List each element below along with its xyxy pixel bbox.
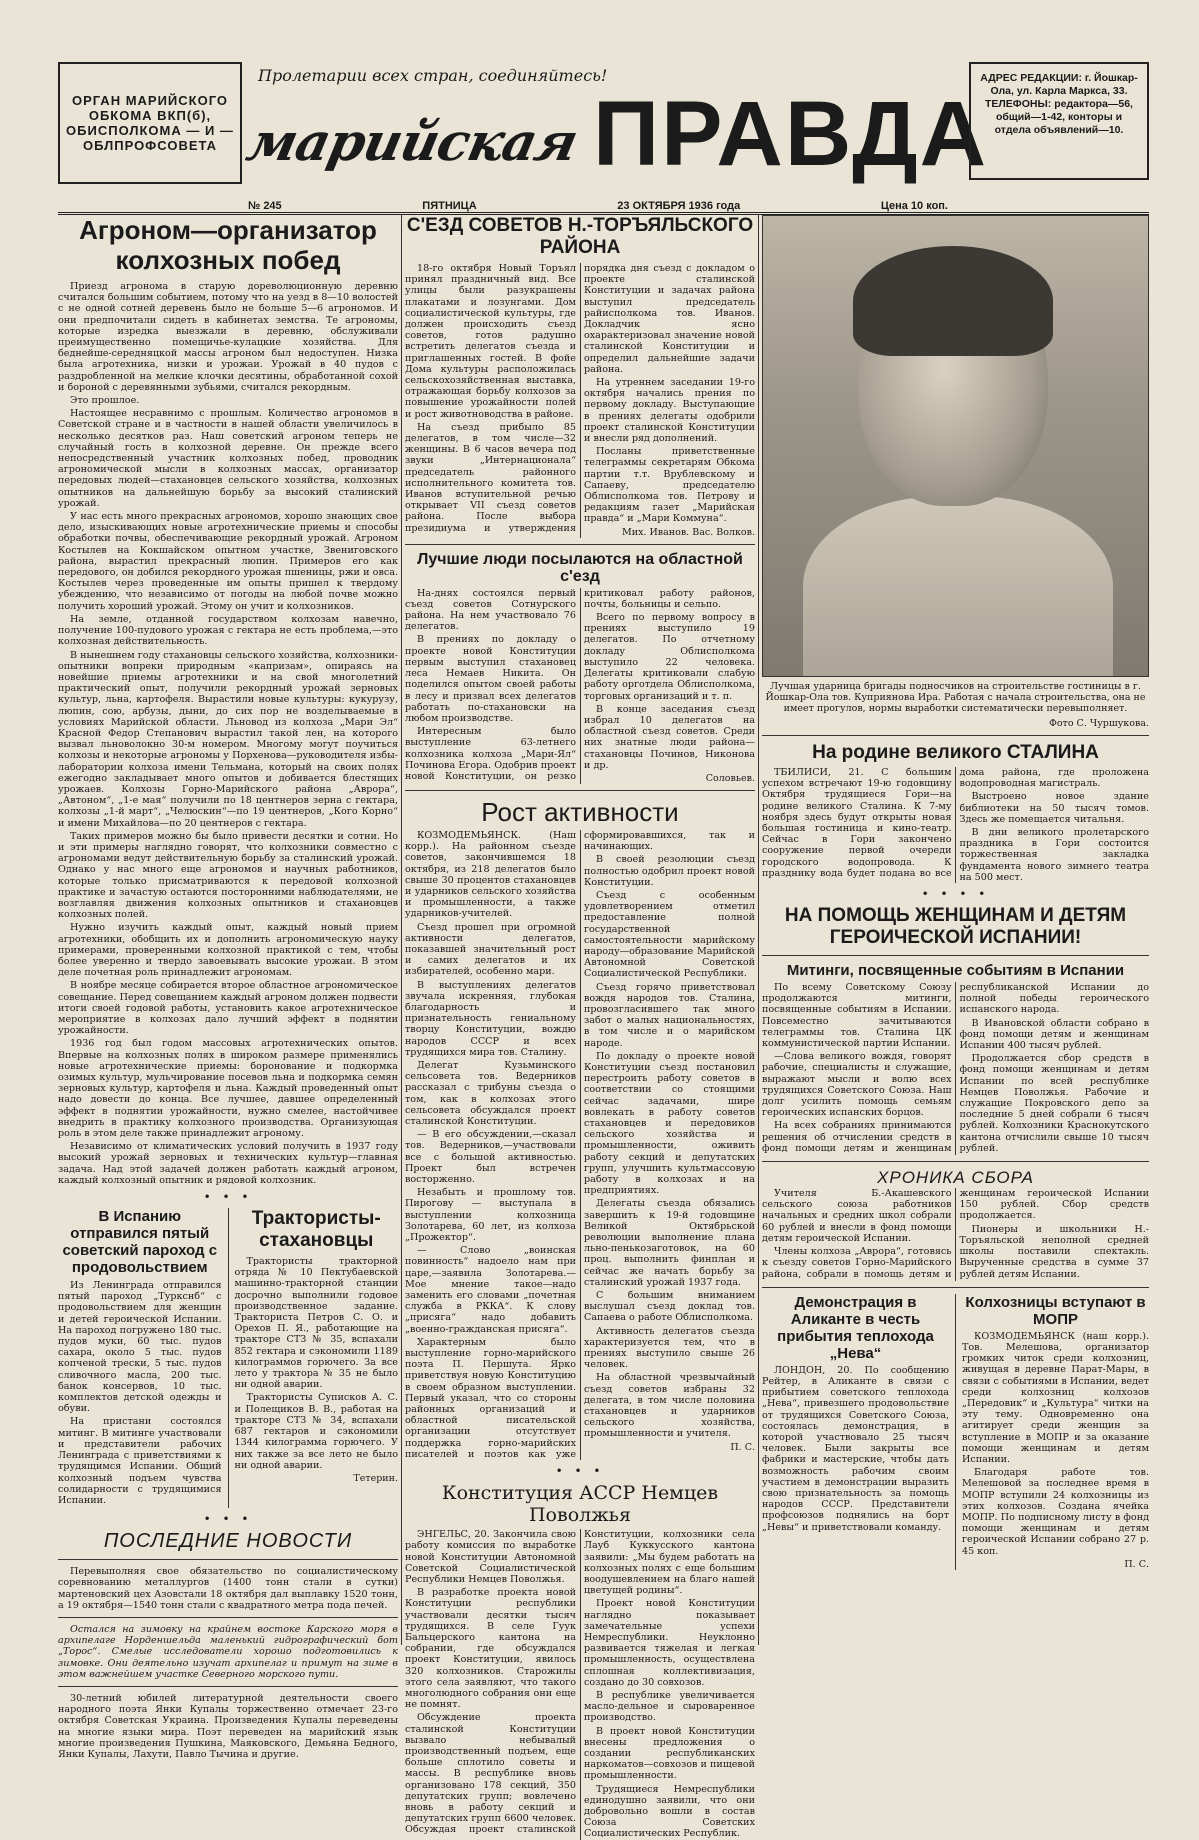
- article-stalin: [762, 767, 1149, 883]
- paragraph: 1936 год был годом массовых агротехнических опытов. Впервые на колхозных полях в широком размере применялись новые агротехнические приемы: боронование и подкормка озимых культур, мульчирование посевов льна и подкормка семян зерновых культур, картофеля и льна. Каждый проведенный опыт надо довести до конца. Все лучшее, давшее определенный эффект в поднятии урожайности, нужно смелее, настойчивее внедрить в практику колхозного производства. Организующая роль в этом деле также принадлежит агроному.: [58, 1038, 398, 1140]
- paragraph: В прениях по докладу о проекте новой Конституции первым выступил стахановец леса Немаев Никита. Он поделился опытом своей работы в лесу и призвал всех делегатов работать по-стахановски на любом производстве.: [405, 634, 576, 724]
- bottom-pair: [58, 1208, 398, 1508]
- article-mopr: [962, 1294, 1149, 1570]
- article-tractor: [234, 1208, 398, 1508]
- article-title-growth: Рост активности: [481, 796, 679, 827]
- paragraph: Продолжается сбор средств в фонд помощи женщинам и детям Испании по всей республике Немцев Поволжья. Рабочие и служащие Покровского депо за последние 5 дней собрали 6 тысяч рублей. Колхозники Краснокутского кантона отчислили свыше 10 тысяч рублей.: [959, 1053, 1149, 1154]
- paragraph: Незабыть и прошлому тов. Пирогову — выступала в выступлении колхозница Золотарева, 60 лет, из колхоза „Прожектор“.: [405, 1187, 576, 1244]
- signature: Мих. Иванов. Вас. Волков.: [622, 526, 755, 538]
- paragraph: Независимо от климатических условий получить в 1937 году высокий урожай зерновых и технических культур—главная задача. Над этой задачей должен работать каждый агроном, каждый колхозный опытник и рядовой колхозник.: [58, 1141, 398, 1186]
- paragraph: На областной чрезвычайный съезд советов избраны 32 делегата, в том числе половина стахановцев и ударников сельского хозяйства, промышленности и учителя.: [584, 1372, 755, 1440]
- column-middle: [405, 215, 755, 1840]
- column-right: [762, 215, 1149, 1570]
- issue-day: ПЯТНИЦА: [422, 200, 477, 212]
- paragraph: В выступлениях делегатов звучала искренняя, глубокая благодарность и признательность гениальному творцу Конституции, вождю народов СССР и всех трудящихся мира тов. Сталину.: [405, 979, 576, 1058]
- paragraph: В своей резолюции съезд полностью одобрил проект новой Конституции.: [584, 854, 755, 888]
- paragraph: По всему Советскому Союзу продолжаются митинги, посвященные событиям в Испании. Повсеместно зачитываются телеграммы тов. Сталина ЦК коммунистической партии Испании.: [762, 982, 952, 1050]
- slogan: Пролетарии всех стран, соединяйтесь!: [258, 66, 608, 85]
- headline-help-spain: НА ПОМОЩЬ ЖЕНЩИНАМ И ДЕТЯМ ГЕРОИЧЕСКОЙ ИСПАНИИ!: [784, 905, 1127, 949]
- photo-credit: Фото С. Чуршукова.: [1048, 718, 1149, 729]
- chronicle-title: ХРОНИКА СБОРА: [877, 1168, 1034, 1188]
- paragraph: В проект новой Конституции внесены предложения о создании республиканских наркоматов—совхозов и пищевой промышленности.: [584, 1725, 755, 1782]
- paragraph: Приезд агронома в старую дореволюционную деревню считался большим событием, потому что на уезд в 8—10 волостей с не одной сотней деревень было не больше 5—6 агрономов. И они предпочитали сидеть в кабинетах земства. Те агрономы, которые изредка выезжали в деревню, обслуживали преимущественно помещичье-кулацкие хозяйства. Для беднейше-середняцкой массы агроном был недоступен. Низка была агротехника, низки и урожаи. Урожай в 40 пудов с раздробленной на мелкие клочки десятины, обработанной сохой и бороной с деревянными зубьями, считался рекордным.: [58, 281, 398, 393]
- separator-stars: • • •: [203, 1190, 253, 1205]
- paragraph: Пионеры и школьники Н.-Торъяльской неполной средней школы поставили спектакль. Вырученные средства в сумме 37 рублей детям Испании.: [959, 1223, 1149, 1280]
- paragraph: Обсуждение проекта сталинской Конституции вызвало небывалый производственный подъем, еще больше сплотило советы и массы. В республике вновь организовано 178 секций, 350 депутатских групп; вовлечено вновь в работу секций и депутатских групп 6600 человек. Обсуждая проект сталинской Конституции, колхозники села Лауб Куккусского кантона заявили: „Мы будем работать на колхозных полях с еще большим воодушевлением на благо нашей цветущей родины“.: [405, 1529, 755, 1836]
- issue-price: Цена 10 коп.: [880, 200, 948, 212]
- article-growth: [405, 830, 755, 1460]
- column-divider: [228, 1208, 229, 1508]
- paragraph: Трактористы тракторной отряда № 10 Пектубаевской машинно-тракторной станции досрочно выполнили годовое производственное задание. Тракториста Петров С. О. и Орехов П. Я., работающие на тракторе СТЗ № 35, вспахали 852 гектара и сэкономили 1189 килограммов горючего. За все лето у трактора № 35 не было ни одной аварии.: [234, 1256, 398, 1391]
- paragraph: Остался на зимовку на крайнем востоке Карского моря в архипелаге Норденшельда маленький гидрографический бот „Торос“. Смелые исследователи хорошо подготовились к зимовке. Они деятельно изучат архипелаг и примут на зиме в этом важнейшем участке Северного морского пути.: [58, 1623, 398, 1680]
- paragraph: Члены колхоза „Аврора“, готовясь к съезду советов Горно-Марийского района, собрали в помощь детям и женщинам героической Испании 150 рублей. Сбор средств продолжается.: [762, 1188, 1149, 1280]
- article-title-asr: Конституция АССР Немцев Поволжья: [441, 1482, 719, 1527]
- paragraph: Нужно изучить каждый опыт, каждый новый прием агротехники, обобщить их и дополнить агрономическую науку примерами, проверенными колхозной практикой с тем, чтобы более уверенно и твердо завоевывать высокие урожаи. В этом деле почетная роль принадлежит агрономам.: [58, 922, 398, 979]
- paragraph: Съезд горячо приветствовал вождя народов тов. Сталина, провозгласившего так много забот о малых национальностях, в том числе и о марийском народе.: [584, 981, 755, 1049]
- paragraph: На съезд прибыло 85 делегатов, в том числе—32 женщины. В 6 часов вечера под звуки „Интернационала“ председатель районного исполнительного комитета тов. Иванов вступительной речью открывает VII съезд советов района. После выбора президиума и утверждения порядка дня съезд с докладом о проекте сталинской Конституции и задачах района выступил председатель райисполкома тов. Иванов. Докладчик ясно охарактеризовал значение новой сталинской Конституции и определил дальнейшие задачи района.: [405, 263, 755, 534]
- paragraph: — Слово „воинская повинность“ надоело нам при царе,—заявила Золотарева.—Мое мнение такое—надо заменить его словами „почетная служба в РККА“. К слову „присяга“ надо добавить „военно-гражданская присяга“.: [405, 1245, 576, 1335]
- paragraph: У нас есть много прекрасных агрономов, хорошо знающих свое дело, изыскивающих новые агротехнические приемы и способы обработки почвы, обеспечивающие рекордный урожай. Агроном Костылев на Кокшайском опытном участке, Звениговского района, вырастил прекрасный люпин. Примеров его как передового, он добился рекордного урожая пшеницы, ржи и овса. Костылев через проведенные им опыты пришел к твердому убеждению, что независимо от погоды на любой почве можно получить хороший урожай. Этому он учит и колхозников.: [58, 511, 398, 612]
- paragraph: На земле, отданной государством колхозам навечно, получение 100-пудового урожая с гектара не есть проблема,—это колхозная действительность.: [58, 613, 398, 648]
- masthead: [58, 52, 1149, 215]
- paragraph: КОЗМОДЕМЬЯНСК. (Наш корр.). На районном съезде советов, закончившемся 18 октября, из 218 делегатов было свыше 30 процентов стахановцев и ударников сельского хозяйства и промышленности, а также ударников-учителей.: [405, 829, 576, 920]
- divider: [405, 544, 755, 545]
- paragraph: На-днях состоялся первый съезд советов Сотнурского района. На нем участвовало 76 делегатов.: [405, 587, 576, 633]
- article-title-congress: С'ЕЗД СОВЕТОВ Н.-ТОРЪЯЛЬСКОГО РАЙОНА: [406, 215, 754, 258]
- photo-caption: Лучшая ударница бригады подносчиков на строительстве гостиницы в г. Йошкар-Ола тов. Куприянова Ира. Работая с начала строительства, она не имеет прогулов, нормы выработки систематически перевыполняет.: [765, 681, 1146, 714]
- paragraph: 18-го октября Новый Торъял принял праздничный вид. Все улицы были разукрашены плакатами и лозунгами. Дом социалистической культуры, где должен происходить съезд советов, готов радушно встретить делегатов съезда и приглашенных гостей. В фойе Дома культуры расположилась сельскохозяйственная выставка, отражающая борьбу колхозов за повышение урожайности полей и рост животноводства в районе.: [405, 263, 576, 420]
- paragraph: ЛОНДОН, 20. По сообщению Рейтер, в Аликанте в связи с прибытием советского теплохода „Нева“, привезшего продовольствие от трудящихся Советского Союза, состоялась демонстрация, в которой участвовало 25 тысяч человек. Были закрыты все фабрики и мастерские, чтобы дать возможность рабочим своим участием в демонстрации выразить свою признательность за помощь народов СССР. Представители профсоюзов поднялись на борт „Невы“ и приветствовали команду.: [762, 1364, 950, 1533]
- paragraph: В конце заседания съезд избрал 10 делегатов на областной съезд советов. Среди них знатные люди района—стахановцы Починов, Никонова и др.: [584, 703, 755, 771]
- article-congress: [405, 263, 755, 538]
- separator-stars: • • •: [555, 1464, 605, 1479]
- paragraph: Интересным было выступление 63-летнего колхозника колхоза „Мари-Ял“ Починова Егора. Одобрив проект новой Конституции, он резко критиковал работу районов, почты, больницы и сельпо.: [405, 587, 755, 782]
- photo-hair: [853, 246, 1053, 356]
- divider: [762, 955, 1149, 956]
- signature: П. С.: [1124, 1558, 1150, 1570]
- paragraph: На утреннем заседании 19-го октября начались прения по первому докладу. Выступающие в прениях делегаты одобрили проект сталинской Конституции и внесли ряд дополнений.: [584, 377, 755, 445]
- divider: [405, 790, 755, 791]
- column-divider: [955, 1294, 956, 1570]
- issue-info-bar: [248, 200, 948, 212]
- column-divider: [401, 215, 402, 1645]
- signature: Тетерин.: [353, 1472, 398, 1484]
- article-title-alicante: Демонстрация в Аликанте в честь прибытия теплохода „Нева“: [777, 1293, 934, 1362]
- title-script: марийская: [241, 112, 583, 173]
- paragraph: Из Ленинграда отправился пятый пароход „Туркснб“ с продовольствием для женщин и детей героической Испании. На пароход погружено 180 тыс. пудов муки, 60 тыс. пудов сахара, около 5 тыс. пудов копченой трески, 5 тыс. пудов сливочного масла, 200 тыс. банок консервов, 10 тыс. комплектов детской одежды и обуви.: [58, 1280, 222, 1415]
- signature: П. С.: [730, 1441, 755, 1453]
- organ-text: ОРГАН МАРИЙСКОГО ОБКОМА ВКП(б), ОБИСПОЛКОМА — И — ОБЛПРОФСОВЕТА: [66, 93, 234, 153]
- paragraph: Проект новой Конституции наглядно показывает замечательные успехи Немреспублики. Неуклонно развивается тяжелая и легкая промышленность, осуществлена сплошная коллективизация, создано до 30 совхозов.: [584, 1598, 755, 1688]
- paragraph: На всех собраниях принимаются решения об отчислении средств в фонд помощи детям и женщинам республиканской Испании до полной победы героического испанского народа.: [762, 982, 1149, 1154]
- divider: [762, 1161, 1149, 1162]
- divider: [58, 1559, 398, 1560]
- paragraph: —Слова великого вождя, говорят рабочие, специалисты и служащие, выражают мысли и волю всех трудящихся Советского Союза. Наш долг усилить помощь семьям героических испанских борцов.: [762, 1051, 952, 1119]
- paragraph: Таких примеров можно бы было привести десятки и сотни. Но и эти примеры наглядно говорят, что колхозники совместно с агрономами ведут действительную борьбу за сталинский урожай. Однако у нас много еще агрономов и научных работников, которые только присматриваются к передовой колхозной практике и зачастую остаются посторонними наблюдателями, не возглавляя движения колхозных опытников и стахановцев колхозных полей.: [58, 830, 398, 921]
- article-title-tractor: Трактористы-стахановцы: [251, 1208, 381, 1252]
- paragraph: Это прошлое.: [70, 395, 140, 407]
- paragraph: ТБИЛИСИ, 21. С большим успехом встречают 19-ю годовщину Октября трудящиеся Гори—на родине великого Сталина. К 7-му ноября здесь будут открыты новая большая гостиница и кино-театр. Сейчас в Гори закончено сооружение первой очереди городского водопровода. К празднику вода будет подана во все дома района, где проложена водопроводная магистраль.: [762, 767, 1149, 879]
- paragraph: В дни великого пролетарского праздника в Гори состоится торжественная закладка фундамента нового зимнего театра на 500 мест.: [959, 827, 1149, 883]
- paragraph: КОЗМОДЕМЬЯНСК (наш корр.). Тов. Мелешова, организатор громких читок среди колхозниц, живущая в деревне Парат-Мары, в связи с событиями в Испании, ведет среди колхозниц колхозов „Передовик“ и „Культура“ читки на эту тему. Одновременно она агитирует среди женщин за вступление в МОПР и за оказание помощи женщинам и детям Испании.: [962, 1330, 1150, 1465]
- photo-body: [803, 496, 1113, 677]
- column-left: [58, 215, 398, 1762]
- paragraph: Выстроено новое здание библиотеки на 50 тысяч томов. Здесь же помещается читальня.: [959, 791, 1149, 825]
- paragraph: По докладу о проекте новой Конституции съезд постановил перестроить работу советов в соответствии со стоящими сейчас задачами, шире вовлекать в работу советов стахановцев и передовиков сельского хозяйства и промышленности, оживить работу секций и депутатских групп, улучшить культмассовую работу в колхозах и на предприятиях.: [584, 1050, 755, 1197]
- article-title-mopr: Колхозницы вступают в МОПР: [965, 1293, 1146, 1328]
- article-agronom: [58, 281, 398, 1186]
- paragraph: Учителя Б.-Акашевского сельского союза работников начальных и средних школ собрали 60 рублей и внесли в фонд помощи детям героической Испании.: [762, 1188, 952, 1244]
- signature: Соловьев.: [705, 772, 755, 784]
- paragraph: Делегаты съезда обязались завершить к 19-й годовщине Великой Октябрьской революции выполнение плана льно-пенькозаготовок, на 60 проц. выполнить финплан и сейчас же начать борьбу за сталинский урожай 1937 года.: [584, 1198, 755, 1288]
- article-title-best: Лучшие люди посылаются на областной с'езд: [417, 550, 743, 585]
- paragraph: В ноябре месяце собирается второе областное агрономическое совещание. Перед совещанием каждый агроном должен подвести итоги своей годовой работы, установить какое агротехническое мероприятие в колхозах дало лучший эффект в поднятии урожайности.: [58, 980, 398, 1037]
- paragraph: Характерным было выступление горно-марийского поэта П. Першута. Ярко приветствуя новую Конституцию в своем образном выступлении. Первый указал, что со стороны районных организаций и областной писательской организации отсутствует поддержка горно-марийских писателей и поэтов как уже сформировавшихся, так и начинающих.: [405, 829, 755, 1460]
- divider: [762, 1287, 1149, 1288]
- article-title-agronom: Агроном—организатор колхозных побед: [79, 215, 377, 275]
- paragraph: Трактористы Суписков А. С. и Полещиков В. В., работая на тракторе СТЗ № 34, вспахали 687 гектаров и сэкономили 1344 килограмма горючего. У них также за все лето не было ни одной аварии.: [234, 1392, 398, 1471]
- organ-box: [58, 62, 242, 184]
- paragraph: В Ивановской области собрано в фонд помощи детям и женщинам Испании 400 тысяч рублей.: [959, 1017, 1149, 1052]
- address-text: АДРЕС РЕДАКЦИИ: г. Йошкар-Ола, ул. Карла Маркса, 33. ТЕЛЕФОНЫ: редактора—56, общий—1-42, конторы и отдела объявлений—10.: [980, 72, 1138, 136]
- paragraph: Съезд с особенным удовлетворением отметил предоставление полной государственной самостоятельности марийскому народу—образование Марийской Автономной Советской Социалистической Республики.: [584, 889, 755, 980]
- bottom-pair-right: [762, 1294, 1149, 1570]
- paragraph: В республике увеличивается масло-дельное и сыроваренное производство.: [584, 1689, 755, 1724]
- article-title-stalin: На родине великого СТАЛИНА: [812, 742, 1099, 763]
- column-divider: [758, 215, 759, 1645]
- divider: [58, 1686, 398, 1687]
- article-title-spain: В Испанию отправился пятый советский пароход с продовольствием: [62, 1208, 218, 1277]
- paragraph: В разработке проекта новой Конституции республики участвовали десятки тысяч трудящихся. В селе Гуук Бальцерского кантона на собрании, где обсуждался проект Конституции, явилось 320 колхозников. Старожилы этого села заявляют, что такого многолюдного собрания они еще не помнят.: [405, 1587, 576, 1711]
- paragraph: Перевыполняя свое обязательство по социалистическому соревнованию металлургов (1400 тонн стали в сутки) мартеновский цех Азовстали 18 октября дал выплавку 1520 тонн, а 19 октября—1540 тонн стали с квадратного метра пода печей.: [58, 1566, 398, 1611]
- article-asr: [405, 1529, 755, 1839]
- paragraph: На пристани состоялся митинг. В митинге участвовали и представители рабочих Ленинграда с приветствиями к трудящимся Испании. Общий колхозный подъем чувства солидарности с трудящимися Испании.: [58, 1416, 222, 1506]
- news-title: ПОСЛЕДНИЕ НОВОСТИ: [103, 1530, 353, 1553]
- separator-stars: • • •: [203, 1512, 253, 1527]
- paragraph: Посланы приветственные телеграммы секретарям Обкома партии т.т. Врублевскому и Сапаеву, председателю Облисполкома тов. Петрову и редакциям газет „Марийская правда“ и „Мари Коммуна“.: [584, 446, 755, 525]
- address-box: [969, 62, 1149, 180]
- paragraph: Съезд прошел при огромной активности делегатов, показавшей значительный рост и самих делегатов и их избирателей, особенно мари.: [405, 921, 576, 978]
- paragraph: В нынешнем году стахановцы сельского хозяйства, колхозники-опытники вопреки природным «капризам», опираясь на новейшие приемы агротехники и на свой многолетний практический опыт, получили рекордный урожай зерновых культур, льна, картофеля. Вырастили новые культуры: кукурузу, люпин, сою, арбузы, дыни, до сих пор не возделываемые в условиях Марийской области. Льновод из колхоза „Мари Эл“ Красной Федор Степанович вырастил такой лен, на которого вызвал льноволокно 30-м номером. Многому могут поучиться колхозы и некоторые агрономы у Порхенова—руководителя избы-лаборатории колхоза имени Тельмана, который на своих полях ежегодно закладывает много опытов и добивается блестящих урожаев. Колхозы Горно-Марийского района „Аврора“, „Автоном“, „1-е мая“ получили по 18 центнеров зерна с гектара, колхозы „1-й март“, „Челюскин“—по 19 центнеров, „Кого Корно“ и имени Михайлова—по 20 центнеров с гектара.: [58, 649, 398, 829]
- paragraph: 30-летний юбилей литературной деятельности своего народного поэта Янки Купалы торжественно отмечает 23-го октября Советская Украина. Произведения Купалы переведены на многие языки мира. Поэт переведен на марийский язык многие произведения Пушкина, Маяковского, Демьяна Бедного, Янки Купалы, Лахути, Павло Тычина и другие.: [58, 1692, 398, 1760]
- paragraph: Делегат Кузьминского сельсовета тов. Ведерников рассказал с трибуны съезда о том, как в колхозах этого сельсовета обсуждался проект сталинской Конституции.: [405, 1059, 576, 1127]
- news-block: [58, 1566, 398, 1760]
- article-spain: [58, 1208, 222, 1508]
- issue-number: № 245: [248, 200, 282, 212]
- article-title-meetings: Митинги, посвященные событиям в Испании: [786, 962, 1125, 980]
- paragraph: — В его обсуждении,—сказал тов. Ведерников,—участвовали все с большой активностью. Проект был встречен восторженно.: [405, 1129, 576, 1186]
- issue-date: 23 ОКТЯБРЯ 1936 года: [617, 200, 741, 212]
- paragraph: Активность делегатов съезда характеризуется тем, что в прениях выступило свыше 26 человек.: [584, 1325, 755, 1371]
- paragraph: Настоящее несравнимо с прошлым. Количество агрономов в Советской стране и в частности в нашей области увеличилось в несколько десятков раз. Наш советский агроном теперь не случайный гость в колхозной деревне. Он прежде всего непосредственный участник колхозных побед, проводник агрономической мысли в колхозных массах, организатор передовых людей—стахановцев сельского хозяйства, колхозных опытников на дальнейшую борьбу за высокий сталинский урожай.: [58, 408, 398, 509]
- paragraph: ЭНГЕЛЬС, 20. Закончила свою работу комиссия по выработке новой Конституции Автономной Советской Социалистической Республики Немцев Поволжья.: [405, 1529, 576, 1585]
- divider: [762, 735, 1149, 736]
- paragraph: С большим вниманием выслушал съезд доклад тов. Сапаева о работе Облисполкома.: [584, 1290, 755, 1324]
- newspaper-title: ПРАВДА: [593, 83, 989, 185]
- separator-stars: • • • •: [921, 887, 990, 902]
- paragraph: Трудящиеся Немреспублики единодушно заявили, что они добровольно вошли в состав Союза Советских Социалистических Республик.: [584, 1783, 755, 1840]
- paragraph: Благодаря работе тов. Мелешовой за последнее время в МОПР вступили 24 колхозницы из этих колхозов. Создана ячейка МОПР. По подписному листу в фонд помощи женщинам и детям героической Испании собрано 27 р. 45 коп.: [962, 1467, 1150, 1557]
- divider: [58, 1617, 398, 1618]
- paragraph: Всего по первому вопросу в прениях выступило 19 делегатов. По отчетному докладу Облисполкома выступило 22 человека. Делегаты критиковали слабую работу орготдела Облисполкома, торговых организаций и т. п.: [584, 612, 755, 702]
- portrait-photo: [762, 215, 1149, 677]
- article-meetings: [762, 982, 1149, 1155]
- chronicle-block: [762, 1188, 1149, 1281]
- article-alicante: [762, 1294, 949, 1570]
- article-best: [405, 588, 755, 784]
